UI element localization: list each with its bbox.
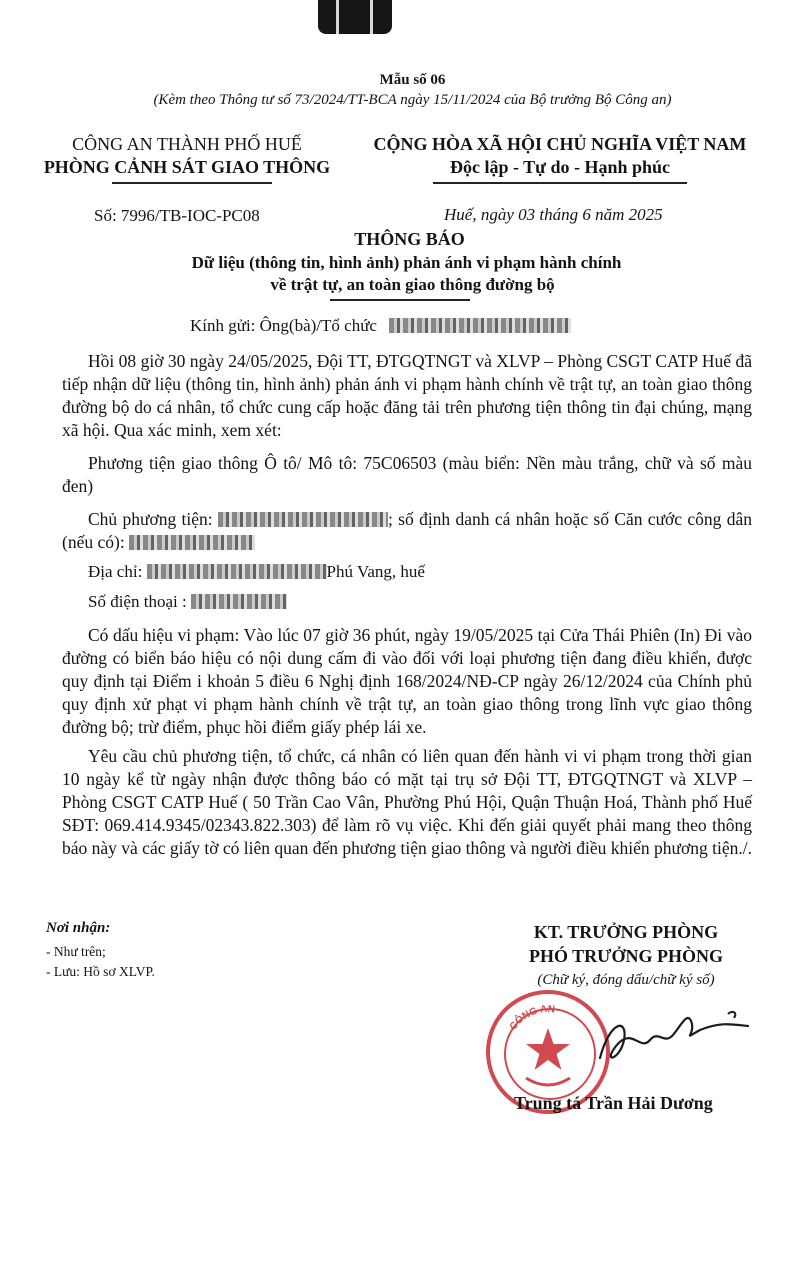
national-motto: Độc lập - Tự do - Hạnh phúc	[449, 157, 671, 177]
nation-name: CỘNG HÒA XÃ HỘI CHỦ NGHĨA VIỆT NAM	[373, 134, 747, 154]
clip-wire-left	[336, 0, 339, 34]
place-date: Huế, ngày 03 tháng 6 năm 2025	[444, 205, 663, 224]
phone-label: Số điện thoại :	[88, 592, 187, 611]
signature-note: (Chữ ký, đóng dấu/chữ ký số)	[537, 972, 715, 988]
address-tail: Phú Vang, huế	[326, 562, 425, 581]
recipients-heading: Nơi nhận:	[46, 920, 111, 936]
signature-title-1: KT. TRƯỞNG PHÒNG	[533, 922, 719, 942]
owner-label: Chủ phương tiện:	[88, 509, 213, 529]
redacted-recipient-name	[389, 318, 571, 333]
request-paragraph: Yêu cầu chủ phương tiện, tổ chức, cá nhân có liên quan đến hành vi vi phạm trong thời gian 10 ngày kể từ ngày nhận được thông báo có mặt tại trụ sở Đội TT, ĐTGQTNGT và XLVP – Phòng CSGT CATP Huế ( 50 Trần Cao Vân, Phường Phú Hội, Quận Thuận Hoá, Thành phố Huế SĐT: 069.414.9345/02343.822.303) để làm rõ vụ việc. Khi đến giải quyết phải mang theo thông báo này và các giấy tờ có liên quan đến phương tiện giao thông và người điều khiển phương tiện./.	[62, 746, 752, 858]
agency-underline	[112, 182, 272, 184]
recipients-list	[46, 942, 155, 982]
motto-underline	[433, 182, 687, 184]
document-subtitle-line1: Dữ liệu (thông tin, hình ảnh) phản ánh vi phạm hành chính	[191, 253, 622, 272]
address-label: Địa chỉ:	[88, 562, 143, 581]
clip-wire-right	[370, 0, 373, 34]
svg-text:CÔNG AN: CÔNG AN	[507, 1003, 556, 1033]
recipient-item: - Lưu: Hồ sơ XLVP.	[46, 964, 155, 979]
redacted-owner-id	[129, 535, 255, 550]
title-underline	[330, 299, 470, 301]
agency-name: PHÒNG CẢNH SÁT GIAO THÔNG	[43, 157, 331, 177]
violation-paragraph: Có dấu hiệu vi phạm: Vào lúc 07 giờ 36 phút, ngày 19/05/2025 tại Cửa Thái Phiên (In) Đi vào đường có biển báo hiệu có nội dung cấm đi vào đối với loại phương tiện đang điều khiển, được quy định tại Điểm i khoản 5 điều 6 Nghị định 168/2024/NĐ-CP ngày 26/12/2024 của Chính phủ quy định xử phạt vi phạm hành chính về trật tự, an toàn giao thông trong lĩnh vực giao thông đường bộ; trừ điểm, phục hồi điểm giấy phép lái xe.	[62, 625, 752, 737]
document-subtitle-line2: về trật tự, an toàn giao thông đường bộ	[270, 275, 555, 294]
form-number: Mẫu số 06	[379, 72, 446, 88]
redacted-phone	[191, 594, 287, 609]
redacted-owner-name	[218, 512, 388, 527]
recipient-line	[190, 316, 571, 336]
owner-id-text: ; số định danh cá nhân hoặc số Căn cước công dân (nếu có):	[62, 509, 753, 552]
document-number: Số: 7996/TB-IOC-PC08	[94, 206, 260, 225]
signer-name: Trung tá Trần Hải Dương	[514, 1093, 713, 1113]
signature-title-2: PHÓ TRƯỞNG PHÒNG	[528, 946, 723, 966]
redacted-address	[147, 564, 327, 579]
phone-line	[88, 592, 287, 612]
address-line	[88, 562, 425, 582]
recipient-item: - Như trên;	[46, 944, 106, 959]
vehicle-paragraph: Phương tiện giao thông Ô tô/ Mô tô: 75C06503 (màu biển: Nền màu trắng, chữ và số màu đen)	[62, 453, 752, 496]
recipient-label: Kính gửi: Ông(bà)/Tổ chức	[190, 316, 377, 335]
handwritten-signature	[580, 1000, 760, 1080]
binder-clip	[318, 0, 392, 34]
agency-parent: CÔNG AN THÀNH PHỐ HUẾ	[72, 134, 302, 154]
form-attachment: (Kèm theo Thông tư số 73/2024/TT-BCA ngày 15/11/2024 của Bộ trưởng Bộ Công an)	[153, 92, 672, 108]
owner-paragraph	[62, 508, 752, 554]
intro-paragraph: Hồi 08 giờ 30 ngày 24/05/2025, Đội TT, ĐTGQTNGT và XLVP – Phòng CSGT CATP Huế đã tiếp nhận dữ liệu (thông tin, hình ảnh) phản ánh vi phạm hành chính về trật tự, an toàn giao thông đường bộ do cá nhân, tổ chức cung cấp hoặc đăng tải trên phương tiện thông tin đại chúng, mạng xã hội. Qua xác minh, xem xét:	[62, 351, 752, 440]
document-title: THÔNG BÁO	[354, 229, 465, 249]
